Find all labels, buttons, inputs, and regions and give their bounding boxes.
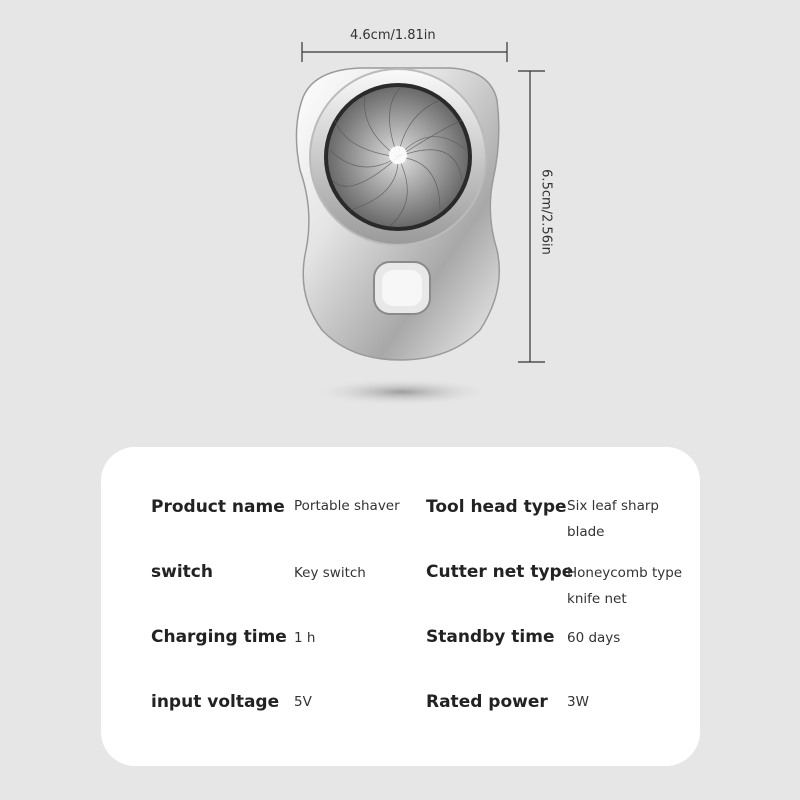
- spec-value-input-voltage: 5V: [294, 694, 312, 710]
- spec-label-input-voltage: input voltage: [151, 692, 280, 712]
- mesh-center: [389, 146, 407, 164]
- spec-card: [101, 447, 700, 766]
- spec-label-cutter-net-type: Cutter net type: [426, 562, 574, 582]
- spec-label-tool-head-type: Tool head type: [426, 497, 567, 517]
- width-dimension-line: [302, 42, 507, 62]
- spec-value-rated-power: 3W: [567, 694, 589, 710]
- height-dimension-label: 6.5cm/2.56in: [538, 169, 554, 255]
- product-shadow: [310, 378, 494, 406]
- spec-label-switch: switch: [151, 562, 213, 582]
- power-button-face: [382, 270, 422, 306]
- width-dimension-label: 4.6cm/1.81in: [350, 28, 436, 43]
- spec-value-standby-time: 60 days: [567, 630, 621, 646]
- spec-value-tool-head-type: Six leaf sharp blade: [567, 498, 659, 540]
- spec-label-charging-time: Charging time: [151, 627, 287, 647]
- spec-label-rated-power: Rated power: [426, 692, 548, 712]
- spec-label-standby-time: Standby time: [426, 627, 555, 647]
- spec-value-charging-time: 1 h: [294, 630, 316, 646]
- spec-label-product-name: Product name: [151, 497, 285, 517]
- spec-value-product-name: Portable shaver: [294, 498, 400, 514]
- spec-value-cutter-net-type: Honeycomb type knife net: [567, 565, 683, 607]
- spec-value-switch: Key switch: [294, 565, 366, 581]
